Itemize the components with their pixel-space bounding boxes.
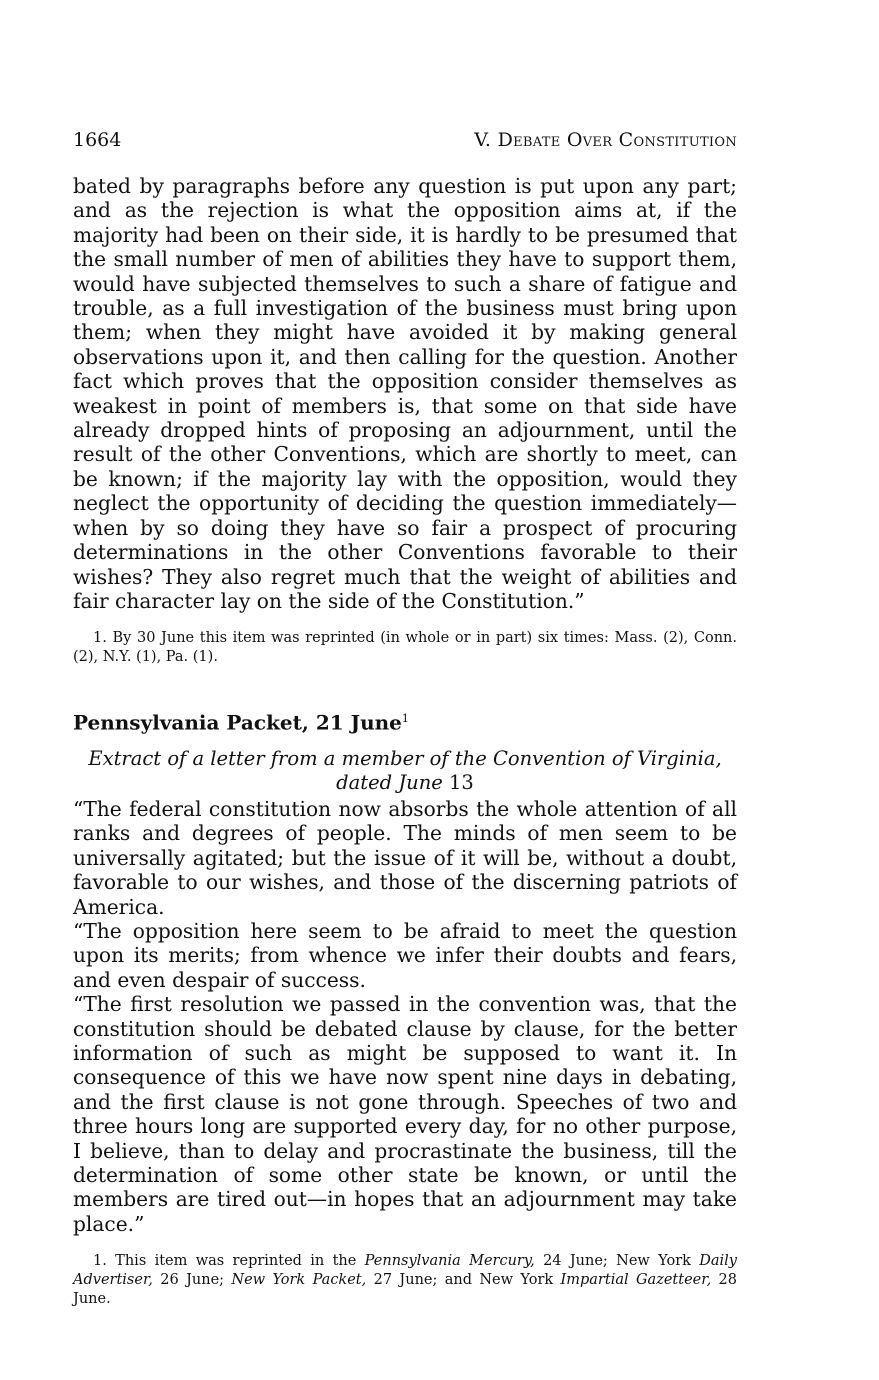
section-heading-text: Pennsylvania Packet, 21 June bbox=[73, 710, 402, 735]
footnote-2-text-2: 24 June; New York bbox=[534, 1253, 700, 1270]
dateline-date-label: dated June bbox=[336, 770, 443, 794]
footnote-1: 1. By 30 June this item was reprinted (in whole or in part) six times: Mass. (2), Conn. (2), N.Y. (1), Pa. (1). bbox=[73, 630, 737, 666]
continued-paragraph: bated by paragraphs before any question is put upon any part; and as the rejection is what the opposition aims at, if the majority had been on their side, it is hardly to be presumed that the small number of men of abilities they have to support them, would have subjected themselves to such a share of fatigue and trouble, as a full investigation of the business must bring upon them; when they might have avoided it by making general observations upon it, and then calling for the question. Another fact which proves that the opposition consider themselves as weakest in point of members is, that some on that side have already dropped hints of proposing an adjournment, until the result of the other Conventions, which are shortly to meet, can be known; if the majority lay with the opposition, would they neglect the opportunity of deciding the question immediately—when by so doing they have so fair a prospect of procuring determinations in the other Conventions favorable to their wishes? They also regret much that the weight of abilities and fair character lay on the side of the Constitution.” bbox=[73, 174, 737, 613]
dateline-line-1: Extract of a letter from a member of the Convention of Virginia, bbox=[88, 746, 722, 770]
footnote-2-title-2: Daily Advertiser, bbox=[73, 1253, 738, 1289]
letter-paragraph-1: “The federal constitution now absorbs the whole attention of all ranks and degrees of people. The minds of men seem to be universally agitated; but the issue of it will be, without a doubt, favorable to our wishes, and those of the discerning patriots of America. bbox=[73, 796, 737, 919]
running-title: V. Debate Over Constitution bbox=[474, 129, 737, 151]
section-heading-note: 1 bbox=[401, 712, 409, 726]
footnote-2-text-1: 1. This item was reprinted in the bbox=[93, 1253, 365, 1270]
footnote-2-text-5: 28 June. bbox=[73, 1272, 737, 1308]
footnote-2-title-1: Pennsylvania Mercury, bbox=[364, 1253, 535, 1270]
dateline bbox=[73, 747, 737, 795]
footnote-2-title-4: Impartial Gazetteer, bbox=[560, 1272, 712, 1289]
document-page bbox=[73, 128, 737, 1309]
dateline-line-2 bbox=[73, 771, 737, 795]
letter-paragraph-3: “The first resolution we passed in the convention was, that the constitution should be debated clause by clause, for the better information of such as might be supposed to want it. In consequence of this we have now spent nine days in debating, and the first clause is not gone through. Speeches of two and three hours long are supported every day, for no other purpose, I believe, than to delay and procrastinate the business, till the determination of some other state be known, or until the members are tired out—in hopes that an adjournment may take place.” bbox=[73, 992, 737, 1236]
section-heading bbox=[73, 707, 737, 735]
dateline-day: 13 bbox=[449, 770, 474, 794]
footnote-2-text-4: 27 June; and New York bbox=[366, 1272, 561, 1289]
letter-paragraph-2: “The opposition here seem to be afraid to meet the question upon its merits; from whence we infer their doubts and fears, and even despair of success. bbox=[73, 919, 737, 992]
page-number: 1664 bbox=[73, 129, 122, 151]
footnote-2 bbox=[73, 1252, 737, 1309]
running-head bbox=[73, 128, 737, 152]
footnote-2-title-3: New York Packet, bbox=[231, 1272, 367, 1289]
footnote-2-text-3: 26 June; bbox=[152, 1272, 232, 1289]
